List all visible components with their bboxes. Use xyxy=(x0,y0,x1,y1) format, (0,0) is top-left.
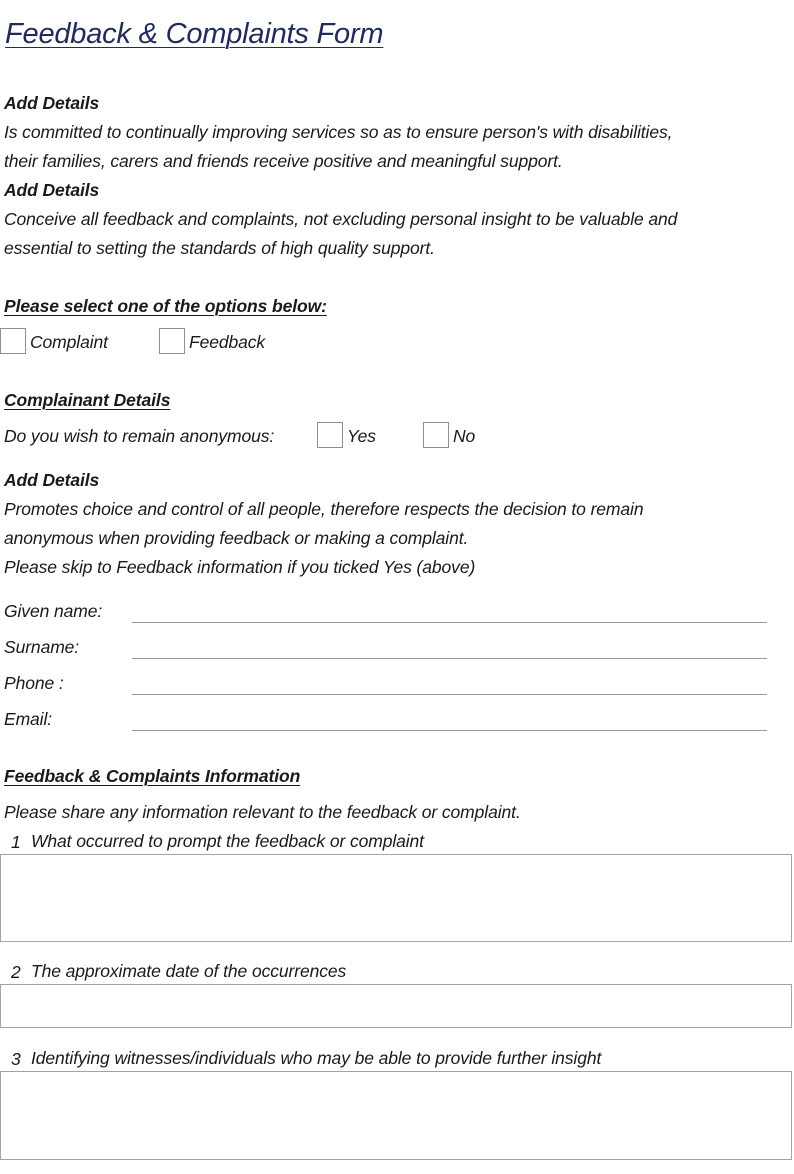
question-3-number: 3 xyxy=(11,1049,21,1069)
phone-label: Phone : xyxy=(4,673,64,693)
email-field[interactable] xyxy=(132,730,767,731)
complaint-checkbox[interactable] xyxy=(0,328,26,354)
anonymous-yes-label: Yes xyxy=(347,426,376,446)
complainant-details-heading: Complainant Details xyxy=(4,390,171,410)
intro-paragraph-1-line-2: their families, carers and friends receive positive and meaningful support. xyxy=(4,151,563,171)
surname-field[interactable] xyxy=(132,658,767,659)
question-3-text: Identifying witnesses/individuals who may be able to provide further insight xyxy=(31,1048,602,1068)
question-2-number: 2 xyxy=(11,962,21,982)
feedback-info-heading: Feedback & Complaints Information xyxy=(4,766,301,786)
complainant-details-line-3: Please skip to Feedback information if you ticked Yes (above) xyxy=(4,557,476,577)
given-name-label: Given name: xyxy=(4,601,103,621)
complainant-details-line-1: Promotes choice and control of all people, therefore respects the decision to remain xyxy=(4,499,644,519)
intro-paragraph-1-line-1: Is committed to continually improving services so as to ensure person's with disabilities, xyxy=(4,122,673,142)
anonymous-question: Do you wish to remain anonymous: xyxy=(4,426,275,446)
question-2-answer-box[interactable] xyxy=(0,984,792,1028)
anonymous-no-label: No xyxy=(453,426,476,446)
question-3-answer-box[interactable] xyxy=(0,1071,792,1160)
email-label: Email: xyxy=(4,709,53,729)
feedback-option-label: Feedback xyxy=(189,332,266,352)
given-name-field[interactable] xyxy=(132,622,767,623)
intro-heading-1: Add Details xyxy=(4,93,100,113)
intro-paragraph-2-line-1: Conceive all feedback and complaints, not excluding personal insight to be valuable and xyxy=(4,209,678,229)
anonymous-no-checkbox[interactable] xyxy=(423,422,449,448)
select-option-heading: Please select one of the options below: xyxy=(4,296,327,316)
question-1-answer-box[interactable] xyxy=(0,854,792,942)
intro-paragraph-2-line-2: essential to setting the standards of high quality support. xyxy=(4,238,435,258)
question-1-number: 1 xyxy=(11,832,21,852)
complainant-details-line-2: anonymous when providing feedback or making a complaint. xyxy=(4,528,469,548)
question-1-text: What occurred to prompt the feedback or complaint xyxy=(31,831,424,851)
intro-heading-2: Add Details xyxy=(4,180,100,200)
form-title: Feedback & Complaints Form xyxy=(5,18,384,50)
phone-field[interactable] xyxy=(132,694,767,695)
feedback-checkbox[interactable] xyxy=(159,328,185,354)
complainant-details-subheading: Add Details xyxy=(4,470,100,490)
question-2-text: The approximate date of the occurrences xyxy=(31,961,347,981)
anonymous-yes-checkbox[interactable] xyxy=(317,422,343,448)
complaint-option-label: Complaint xyxy=(30,332,108,352)
surname-label: Surname: xyxy=(4,637,80,657)
feedback-info-intro: Please share any information relevant to the feedback or complaint. xyxy=(4,802,521,822)
